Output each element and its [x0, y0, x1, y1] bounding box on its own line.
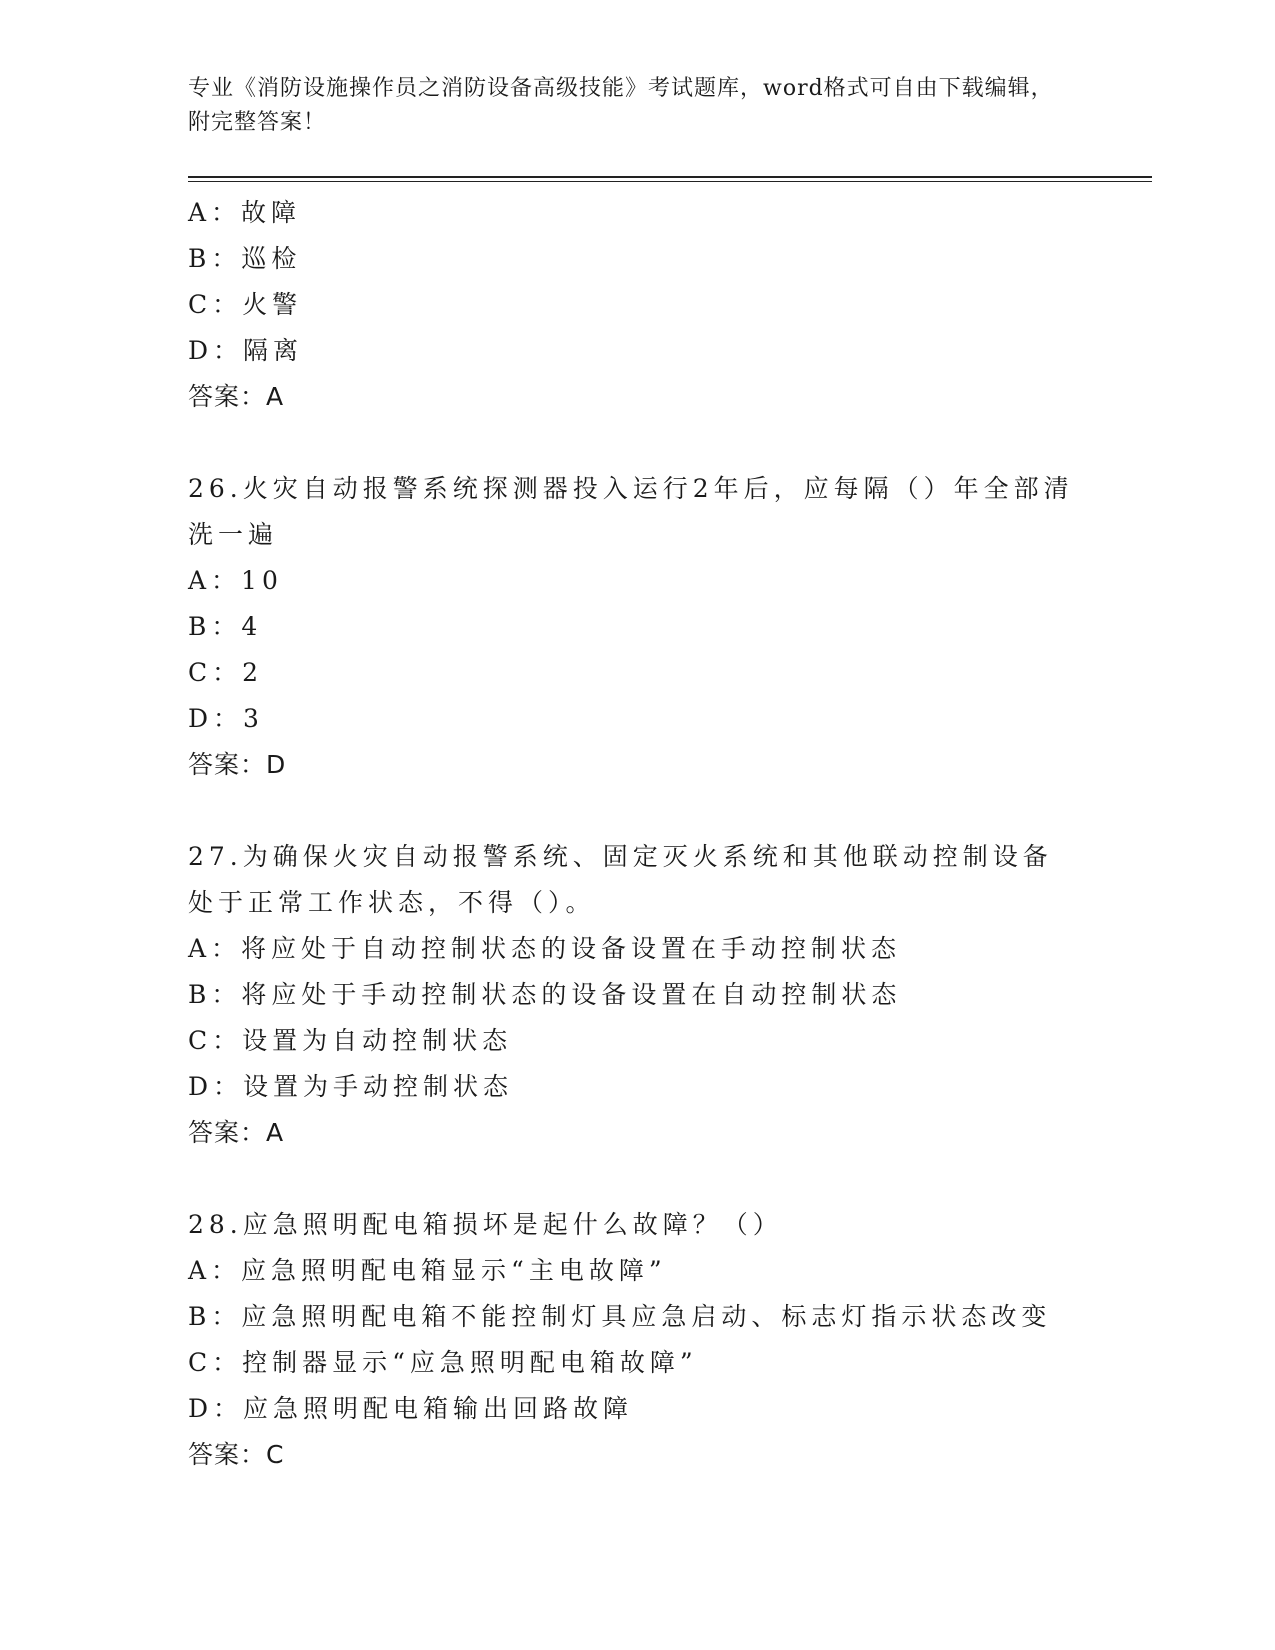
option-d: D：隔离 [188, 336, 304, 365]
question-block-28 [188, 1202, 1088, 1478]
question-text: 26.火灾自动报警系统探测器投入运行2年后，应每隔（）年全部清洗一遍 [188, 474, 1074, 549]
option-a: A：应急照明配电箱显示“主电故障” [188, 1256, 667, 1285]
question-block-26 [188, 466, 1088, 788]
document-header: 专业《消防设施操作员之消防设备高级技能》考试题库，word格式可自由下载编辑，附完整答案！ [188, 76, 1054, 135]
spacer [188, 788, 1088, 834]
answer-line: 答案：A [188, 1118, 285, 1147]
option-c: C：2 [188, 658, 264, 687]
spacer [188, 420, 1088, 466]
answer-line: 答案：D [188, 750, 287, 779]
option-a: A：10 [188, 566, 283, 595]
question-list [188, 190, 1088, 1478]
option-b: B：巡检 [188, 244, 302, 273]
option-b: B：4 [188, 612, 263, 641]
option-c: C：设置为自动控制状态 [188, 1026, 513, 1055]
question-block-27 [188, 834, 1088, 1156]
answer-line: 答案：C [188, 1440, 285, 1469]
option-d: D：3 [188, 704, 264, 733]
option-c: C：火警 [188, 290, 303, 319]
option-a: A：将应处于自动控制状态的设备设置在手动控制状态 [188, 934, 902, 963]
option-d: D：设置为手动控制状态 [188, 1072, 514, 1101]
answer-line: 答案：A [188, 382, 285, 411]
question-text: 27.为确保火灾自动报警系统、固定灭火系统和其他联动控制设备处于正常工作状态，不得（）。 [188, 842, 1053, 917]
option-d: D：应急照明配电箱输出回路故障 [188, 1394, 634, 1423]
option-c: C：控制器显示“应急照明配电箱故障” [188, 1348, 698, 1377]
question-text: 28.应急照明配电箱损坏是起什么故障？（） [188, 1210, 783, 1239]
header-divider-thick [188, 176, 1152, 178]
header-divider-thin [188, 181, 1152, 182]
question-block-25 [188, 190, 1088, 420]
option-a: A：故障 [188, 198, 302, 227]
option-b: B：将应处于手动控制状态的设备设置在自动控制状态 [188, 980, 902, 1009]
spacer [188, 1156, 1088, 1202]
option-b: B：应急照明配电箱不能控制灯具应急启动、标志灯指示状态改变 [188, 1302, 1052, 1331]
